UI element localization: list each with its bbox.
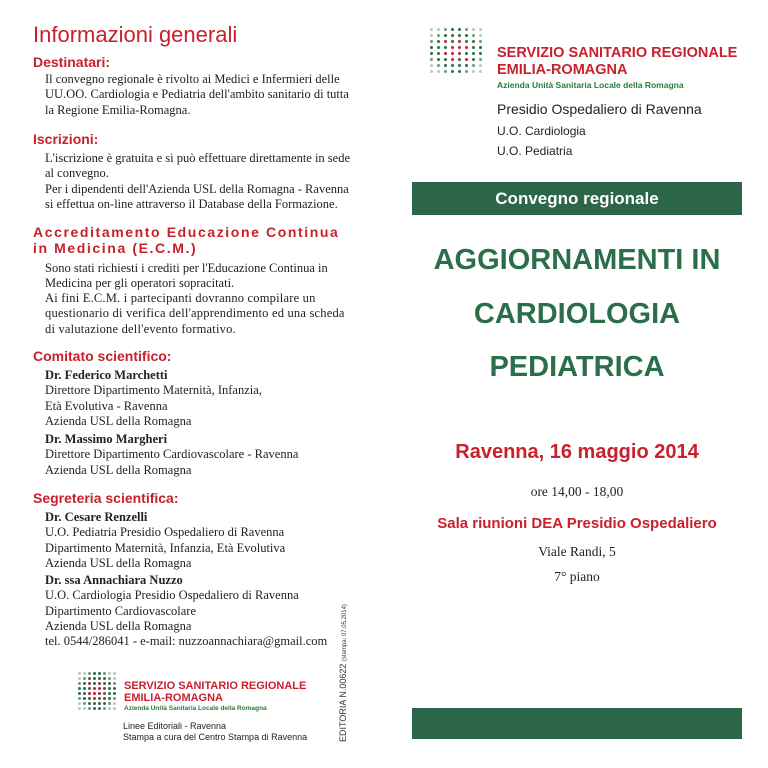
logo-dot — [451, 58, 454, 61]
comitato-person2-line: Azienda USL della Romagna — [45, 462, 192, 477]
logo-dot — [465, 52, 468, 55]
main-title: Informazioni generali — [33, 22, 238, 47]
logo-dot — [93, 702, 96, 705]
comitato-heading: Comitato scientifico: — [33, 348, 172, 364]
logo-dot — [108, 707, 111, 710]
bottom-logo — [78, 672, 318, 716]
logo-dot — [430, 64, 433, 67]
logo-dot — [430, 34, 433, 37]
comitato-person1-line: Azienda USL della Romagna — [45, 413, 192, 428]
logo-dot — [472, 46, 475, 49]
top-logo-line3: Azienda Unità Sanitaria Locale della Romagna — [497, 80, 684, 90]
top-logo-line1: SERVIZIO SANITARIO REGIONALE — [497, 45, 738, 61]
logo-dot — [88, 707, 91, 710]
logo-dot — [437, 58, 440, 61]
logo-dot — [437, 70, 440, 73]
logo-dot — [465, 64, 468, 67]
iscrizioni-line1: L'iscrizione è gratuita e si può effettuare direttamente in sede al convegno. — [45, 151, 351, 181]
logo-dot — [113, 672, 116, 675]
logo-dot — [437, 40, 440, 43]
logo-dot — [444, 34, 447, 37]
logo-dot — [108, 672, 111, 675]
logo-dot — [472, 52, 475, 55]
logo-dot — [113, 682, 116, 685]
logo-dot — [458, 28, 461, 31]
event-date: Ravenna, 16 maggio 2014 — [455, 441, 699, 463]
bottom-logo-line1: SERVIZIO SANITARIO REGIONALE — [124, 680, 307, 692]
logo-dot — [444, 52, 447, 55]
logo-dot — [88, 702, 91, 705]
logo-dot — [465, 34, 468, 37]
comitato-person1-line: Direttore Dipartimento Maternità, Infanzia, — [45, 383, 262, 398]
logo-dot — [103, 702, 106, 705]
logo-dot — [472, 64, 475, 67]
logo-dot — [458, 40, 461, 43]
logo-dot — [472, 70, 475, 73]
logo-dot — [451, 70, 454, 73]
logo-dot — [458, 64, 461, 67]
logo-dot — [479, 58, 482, 61]
segreteria-person1-line: Dipartimento Maternità, Infanzia, Età Evolutiva — [45, 540, 286, 555]
logo-dot — [88, 697, 91, 700]
logo-dot — [465, 46, 468, 49]
segreteria-person2-line: Dipartimento Cardiovascolare — [45, 603, 196, 618]
logo-dot — [451, 28, 454, 31]
logo-dot — [83, 692, 86, 695]
event-time: ore 14,00 - 18,00 — [530, 484, 624, 499]
logo-dot — [451, 52, 454, 55]
logo-dot — [430, 28, 433, 31]
logo-dot — [472, 58, 475, 61]
logo-dot — [444, 58, 447, 61]
logo-dot — [88, 687, 91, 690]
logo-dot — [108, 687, 111, 690]
logo-dot — [479, 40, 482, 43]
uo-cardiologia: U.O. Cardiologia — [497, 124, 586, 138]
logo-dot — [78, 687, 81, 690]
logo-dot — [98, 707, 101, 710]
logo-dot — [437, 46, 440, 49]
logo-dot — [113, 692, 116, 695]
logo-dot — [451, 34, 454, 37]
logo-dot — [103, 707, 106, 710]
comitato-block — [45, 368, 357, 478]
event-floor: 7° piano — [554, 569, 600, 584]
logo-dot — [451, 46, 454, 49]
logo-dot — [444, 40, 447, 43]
logo-dot — [465, 70, 468, 73]
bottom-green-bar — [412, 708, 742, 739]
event-title-line3: PEDIATRICA — [489, 351, 665, 383]
segreteria-person1-name: Dr. Cesare Renzelli — [45, 510, 148, 524]
logo-dot — [103, 692, 106, 695]
segreteria-heading: Segreteria scientifica: — [33, 490, 179, 506]
iscrizioni-heading: Iscrizioni: — [33, 131, 99, 147]
logo-dot — [458, 46, 461, 49]
logo-dot — [108, 682, 111, 685]
logo-dot — [479, 46, 482, 49]
segreteria-person2-name: Dr. ssa Annachiara Nuzzo — [45, 573, 183, 588]
bottom-logo-line2: EMILIA-ROMAGNA — [124, 692, 223, 704]
segreteria-person2-contact: tel. 0544/286041 - e-mail: nuzzoannachiara@gmail.com — [45, 634, 328, 649]
stampa-date: (stampa: 07.05.2014) — [342, 604, 348, 662]
logo-dot — [93, 677, 96, 680]
logo-dot — [113, 697, 116, 700]
logo-dot — [479, 70, 482, 73]
logo-dot — [93, 692, 96, 695]
logo-dot — [103, 677, 106, 680]
logo-dot — [98, 687, 101, 690]
event-title-line2: CARDIOLOGIA — [473, 298, 681, 330]
logo-dot — [451, 64, 454, 67]
logo-dot — [98, 702, 101, 705]
logo-dot — [458, 70, 461, 73]
logo-dot — [83, 672, 86, 675]
logo-dot — [98, 672, 101, 675]
convegno-banner-text: Convegno regionale — [495, 189, 659, 208]
logo-dot — [98, 697, 101, 700]
uo-pediatria: U.O. Pediatria — [497, 144, 573, 158]
logo-dot — [451, 40, 454, 43]
logo-dot — [103, 697, 106, 700]
logo-dot — [444, 28, 447, 31]
top-logo — [430, 28, 738, 90]
logo-dot — [83, 697, 86, 700]
bottom-logo-line3: Azienda Unità Sanitaria Locale della Romagna — [124, 705, 267, 712]
logo-dot — [113, 687, 116, 690]
logo-dot — [437, 34, 440, 37]
presidio: Presidio Ospedaliero di Ravenna — [497, 101, 702, 117]
logo-dot — [458, 34, 461, 37]
logo-dot — [98, 677, 101, 680]
logo-dot — [78, 692, 81, 695]
logo-dot — [472, 34, 475, 37]
logo-dot — [83, 687, 86, 690]
logo-dot — [88, 682, 91, 685]
logo-dot — [83, 702, 86, 705]
logo-dot — [465, 40, 468, 43]
ecm-line1: Sono stati richiesti i crediti per l'Educazione Continua in Medicina per gli operatori sopracitati. — [45, 261, 328, 291]
credits-line2: Stampa a cura del Centro Stampa di Ravenna — [123, 732, 308, 742]
logo-dot — [98, 682, 101, 685]
logo-dot — [98, 692, 101, 695]
logo-dot — [479, 28, 482, 31]
logo-dot — [437, 52, 440, 55]
credits — [123, 721, 307, 743]
destinatari-text: Il convegno regionale è rivolto ai Medici e Infermieri delle UU.OO. Cardiologia e Pediatria dell'ambito sanitario di tutta la Regione Emilia-Romagna. — [45, 72, 349, 117]
ecm-heading: Accreditamento Educazione Continua in Medicina (E.C.M.) — [33, 224, 340, 256]
logo-dot — [113, 677, 116, 680]
logo-dot — [93, 672, 96, 675]
logo-dot — [93, 687, 96, 690]
logo-dot — [465, 58, 468, 61]
logo-dot — [113, 707, 116, 710]
logo-dot — [430, 40, 433, 43]
logo-dot — [479, 52, 482, 55]
event-venue: Sala riunioni DEA Presidio Ospedaliero — [437, 515, 717, 532]
logo-dot — [78, 707, 81, 710]
segreteria-person2-line: Azienda USL della Romagna — [45, 619, 192, 634]
event-address: Viale Randi, 5 — [538, 544, 616, 559]
comitato-person2-name: Dr. Massimo Margheri — [45, 432, 168, 447]
logo-dot — [430, 58, 433, 61]
logo-dot — [83, 707, 86, 710]
logo-dot — [88, 692, 91, 695]
logo-dot — [113, 702, 116, 705]
segreteria-person1-line: U.O. Pediatria Presidio Ospedaliero di Ravenna — [45, 525, 285, 540]
logo-dot — [458, 58, 461, 61]
destinatari-heading: Destinatari: — [33, 54, 111, 70]
logo-dot — [444, 70, 447, 73]
segreteria-person1-line: Azienda USL della Romagna — [45, 555, 192, 570]
logo-dot — [472, 28, 475, 31]
logo-dot — [88, 672, 91, 675]
comitato-person1-name: Dr. Federico Marchetti — [45, 368, 168, 382]
logo-dot — [108, 677, 111, 680]
logo-dot — [108, 692, 111, 695]
credits-line1: Linee Editoriali - Ravenna — [123, 721, 227, 731]
logo-dot — [103, 687, 106, 690]
logo-dot — [78, 682, 81, 685]
logo-dot — [83, 677, 86, 680]
logo-dot — [78, 677, 81, 680]
editoria-number: EDITORIA N.00622 — [338, 663, 348, 742]
logo-dot — [479, 64, 482, 67]
segreteria-block — [45, 510, 345, 650]
logo-dot — [108, 702, 111, 705]
logo-dot — [103, 682, 106, 685]
segreteria-person2-line: U.O. Cardiologia Presidio Ospedaliero di Ravenna — [45, 588, 299, 603]
logo-dot — [93, 707, 96, 710]
logo-dot — [437, 64, 440, 67]
logo-dot — [437, 28, 440, 31]
logo-dot — [444, 46, 447, 49]
ecm-line2: Ai fini E.C.M. i partecipanti dovranno compilare un questionario di verifica dell'apprendimento ed una scheda di valutazione dell'evento formativo. — [45, 291, 345, 336]
logo-dot — [103, 672, 106, 675]
logo-dots-icon — [78, 672, 116, 710]
logo-dot — [78, 702, 81, 705]
logo-dot — [93, 697, 96, 700]
logo-dot — [472, 40, 475, 43]
logo-dots-icon — [430, 28, 483, 73]
logo-dot — [83, 682, 86, 685]
logo-dot — [430, 52, 433, 55]
logo-dot — [430, 70, 433, 73]
logo-dot — [430, 46, 433, 49]
logo-dot — [479, 34, 482, 37]
logo-dot — [458, 52, 461, 55]
convegno-banner — [412, 182, 742, 215]
editoria-vertical — [338, 604, 348, 742]
logo-dot — [93, 682, 96, 685]
logo-dot — [465, 28, 468, 31]
logo-dot — [78, 697, 81, 700]
logo-dot — [88, 677, 91, 680]
logo-dot — [78, 672, 81, 675]
top-logo-line2: EMILIA-ROMAGNA — [497, 62, 628, 78]
logo-dot — [444, 64, 447, 67]
logo-dot — [108, 697, 111, 700]
iscrizioni-line2: Per i dipendenti dell'Azienda USL della Romagna - Ravenna si effettua on-line attraverso il Database della Formazione. — [45, 182, 349, 212]
comitato-person1-line: Età Evolutiva - Ravenna — [45, 398, 168, 413]
comitato-person2-line: Direttore Dipartimento Cardiovascolare - Ravenna — [45, 447, 299, 462]
event-title-line1: AGGIORNAMENTI IN — [433, 244, 721, 276]
